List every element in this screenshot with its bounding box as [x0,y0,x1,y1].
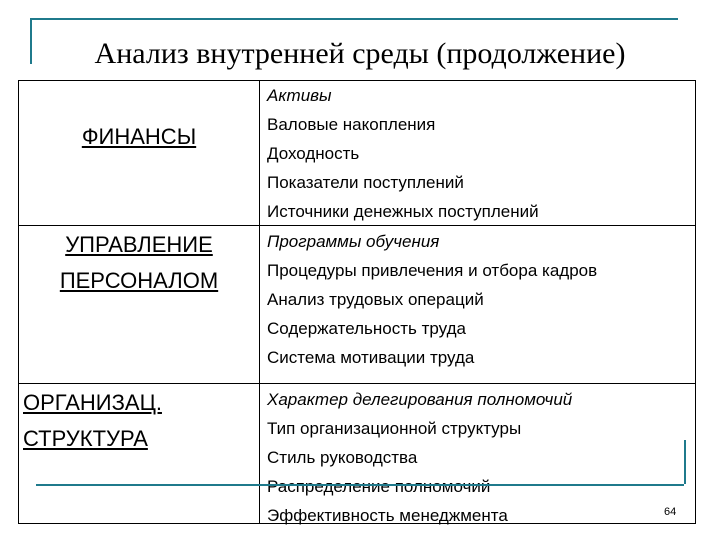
org-item: Распределение полномочий [267,477,491,496]
category-org-line-1: ОРГАНИЗАЦ. [23,390,162,415]
org-item: Эффективность менеджмента [267,506,508,525]
hr-item: Содержательность труда [267,319,466,338]
category-hr-line-2: ПЕРСОНАЛОМ [59,268,219,293]
bottom-decor-line [36,484,684,486]
category-finance [19,119,259,155]
finance-item: Доходность [267,144,360,163]
top-decor-line [30,18,678,20]
org-item: Тип организационной структуры [267,419,522,438]
row-divider-2 [19,383,695,384]
category-finance-line-1: ФИНАНСЫ [81,124,197,149]
category-org-line-2: СТРУКТУРА [23,426,148,451]
finance-item: Источники денежных поступлений [267,202,539,221]
hr-item: Анализ трудовых операций [267,290,484,309]
bottom-right-decor-line [684,440,686,484]
hr-item: Система мотивации труда [267,348,475,367]
finance-item: Активы [267,86,332,105]
hr-item: Процедуры привлечения и отбора кадров [267,261,598,280]
org-items [267,385,572,530]
analysis-table [18,80,696,524]
finance-items [267,81,539,226]
finance-item: Валовые накопления [267,115,436,134]
org-item: Стиль руководства [267,448,418,467]
hr-item: Программы обучения [267,232,440,251]
slide-title: Анализ внутренней среды (продолжение) [94,37,626,70]
org-item: Характер делегирования полномочий [267,390,573,409]
page-number: 64 [664,506,677,518]
hr-items [267,227,597,372]
category-hr [19,227,259,299]
category-org-structure [23,385,263,457]
finance-item: Показатели поступлений [267,173,464,192]
category-hr-line-1: УПРАВЛЕНИЕ [65,232,213,257]
